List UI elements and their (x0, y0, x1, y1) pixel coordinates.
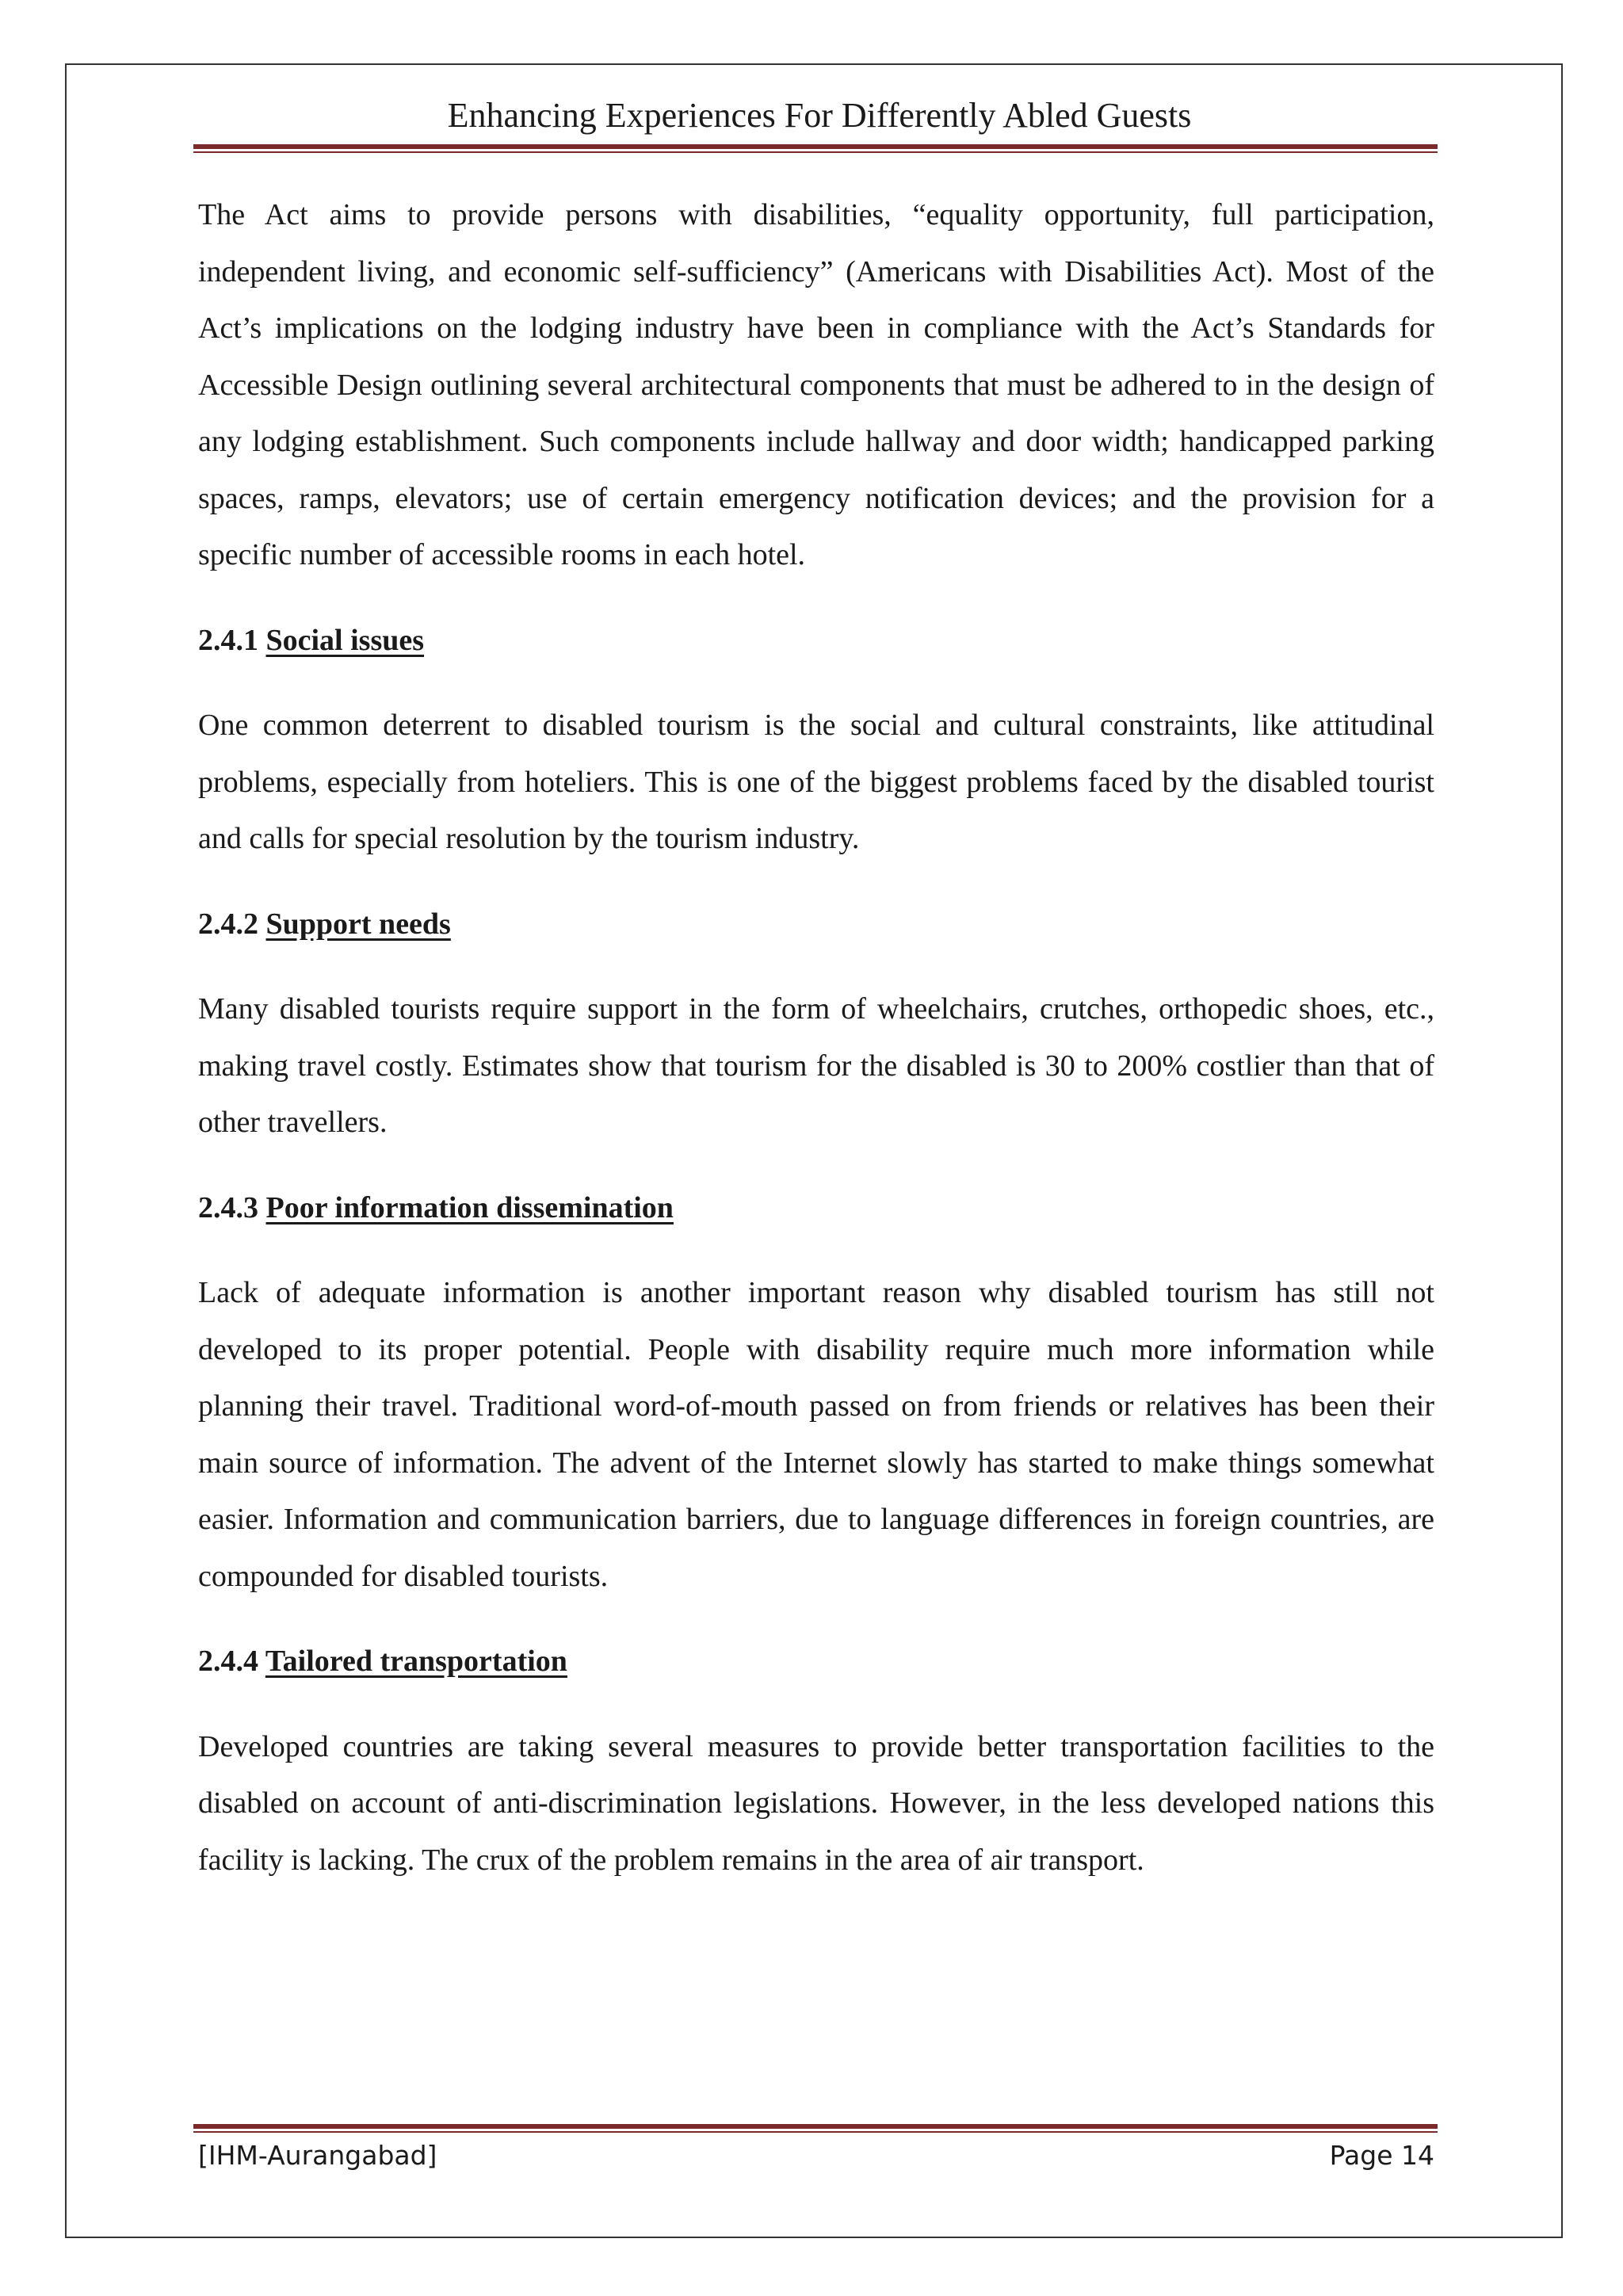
section-number: 2.4.3 (198, 1190, 258, 1224)
section-heading-social-issues (198, 613, 1434, 670)
section-title: Tailored transportation (265, 1645, 567, 1678)
running-header-title: Enhancing Experiences For Differently Abled Guests (447, 96, 1192, 135)
footer-institution: [IHM-Aurangabad] (198, 2140, 437, 2171)
section-number: 2.4.1 (198, 623, 258, 657)
footer-rule (193, 2124, 1438, 2133)
section-paragraph-poor-information: Lack of adequate information is another important reason why disabled tourism has still not developed to its proper potential. People with disability require much more information while planning their travel. Traditional word-of-mouth passed on from friends or relatives has been their main source of information. The advent of the Internet slowly has started to make things somewhat easier. Information and communication barriers, due to language differences in foreign countries, are compounded for disabled tourists. (198, 1276, 1434, 1593)
section-number: 2.4.4 (198, 1645, 258, 1678)
header-rule (193, 144, 1438, 153)
section-title: Support needs (265, 907, 451, 941)
section-heading-tailored-transportation (198, 1633, 1434, 1690)
section-paragraph-social-issues: One common deterrent to disabled tourism is the social and cultural constraints, like attitudinal problems, especially from hoteliers. This is one of the biggest problems faced by the disabled tourist and calls for special resolution by the tourism industry. (198, 709, 1434, 855)
section-heading-poor-information (198, 1180, 1434, 1237)
section-paragraph-tailored-transportation: Developed countries are taking several measures to provide better transportation facilities to the disabled on account of anti-discrimination legislations. However, in the less developed nations this facility is lacking. The crux of the problem remains in the area of air transport. (198, 1729, 1434, 1877)
section-title: Poor information dissemination (265, 1190, 674, 1224)
section-number: 2.4.2 (198, 907, 258, 941)
page-content (198, 187, 1434, 1889)
section-heading-support-needs (198, 896, 1434, 953)
intro-paragraph: The Act aims to provide persons with disabilities, “equality opportunity, full participation, independent living, and economic self-sufficiency” (Americans with Disabilities Act). Most of the Act’s implications on the lodging industry have been in compliance with the Act’s Standards for Accessible Design outlining several architectural components that must be adhered to in the design of any lodging establishment. Such components include hallway and door width; handicapped parking spaces, ramps, elevators; use of certain emergency notification devices; and the provision for a specific number of accessible rooms in each hotel. (198, 198, 1434, 571)
section-paragraph-support-needs: Many disabled tourists require support in the form of wheelchairs, crutches, orthopedic shoes, etc., making travel costly. Estimates show that tourism for the disabled is 30 to 200% costlier than that of other travellers. (198, 992, 1434, 1139)
section-title: Social issues (265, 623, 425, 657)
page-number: Page 14 (1329, 2140, 1434, 2171)
